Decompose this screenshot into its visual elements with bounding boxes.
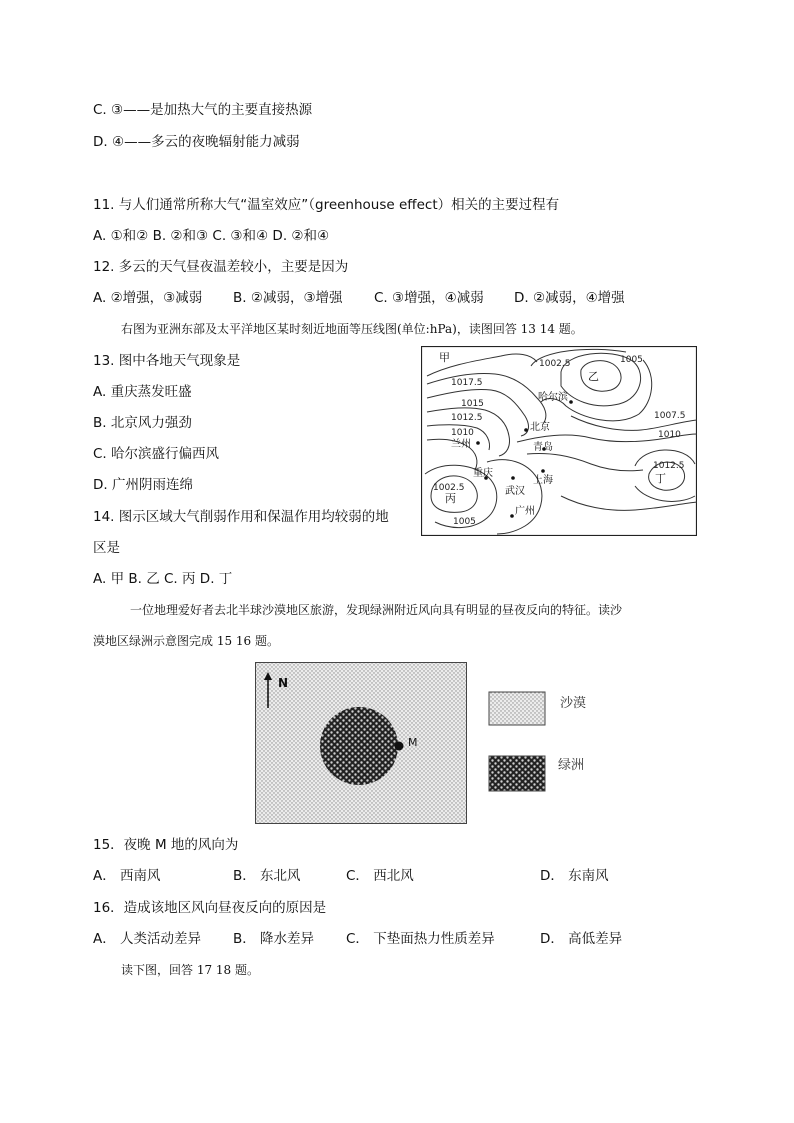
q13-option-b: B. 北京风力强劲 bbox=[93, 415, 192, 431]
q14-stem-line2: 区是 bbox=[93, 540, 120, 556]
q13-option-c: C. 哈尔滨盛行偏西风 bbox=[93, 446, 220, 462]
svg-text:1012.5: 1012.5 bbox=[653, 461, 685, 471]
intro-15-16-line2: 漠地区绿洲示意图完成 15 16 题。 bbox=[93, 634, 279, 648]
legend-desert-label: 沙漠 bbox=[560, 696, 587, 711]
q10-option-c: C. ③——是加热大气的主要直接热源 bbox=[93, 102, 313, 118]
point-m-marker bbox=[395, 742, 404, 751]
svg-text:1007.5: 1007.5 bbox=[654, 411, 686, 421]
q16-stem: 16．造成该地区风向昼夜反向的原因是 bbox=[93, 900, 327, 916]
svg-text:1002.5: 1002.5 bbox=[539, 359, 571, 369]
city-shanghai: 上海 bbox=[533, 475, 553, 486]
intro-17-18: 读下图，回答 17 18 题。 bbox=[121, 963, 259, 977]
svg-text:1005: 1005 bbox=[620, 355, 643, 365]
q12-option-c: C. ③增强，④减弱 bbox=[374, 290, 484, 306]
region-ding: 丁 bbox=[655, 472, 666, 485]
q15-option-c: C． 西北风 bbox=[346, 868, 414, 884]
city-guangzhou: 广州 bbox=[515, 506, 535, 517]
q14-stem-line1: 14. 图示区域大气削弱作用和保温作用均较弱的地 bbox=[93, 509, 389, 525]
city-qingdao: 青岛 bbox=[533, 442, 553, 453]
q12-option-d: D. ②减弱，④增强 bbox=[514, 290, 625, 306]
q12-option-a: A. ②增强，③减弱 bbox=[93, 290, 203, 306]
city-chongqing: 重庆 bbox=[473, 468, 493, 479]
q12-stem: 12. 多云的天气昼夜温差较小，主要是因为 bbox=[93, 259, 349, 275]
isobar-map bbox=[421, 346, 697, 536]
q10-option-d: D. ④——多云的夜晚辐射能力减弱 bbox=[93, 134, 300, 150]
q12-option-b: B. ②减弱，③增强 bbox=[233, 290, 343, 306]
q16-option-a: A． 人类活动差异 bbox=[93, 931, 202, 947]
point-m-label: M bbox=[408, 736, 418, 749]
svg-text:1005: 1005 bbox=[453, 517, 476, 527]
legend-oasis-label: 绿洲 bbox=[558, 758, 585, 773]
svg-text:1017.5: 1017.5 bbox=[451, 378, 483, 388]
svg-text:1002.5: 1002.5 bbox=[433, 483, 465, 493]
region-bing: 丙 bbox=[445, 492, 456, 505]
oasis-legend bbox=[488, 690, 608, 794]
q16-option-d: D． 高低差异 bbox=[540, 931, 623, 947]
svg-text:1015: 1015 bbox=[461, 399, 484, 409]
svg-text:1012.5: 1012.5 bbox=[451, 413, 483, 423]
q15-option-b: B． 东北风 bbox=[233, 868, 301, 884]
oasis-area bbox=[320, 707, 398, 785]
legend-oasis-swatch bbox=[489, 756, 545, 791]
region-yi: 乙 bbox=[588, 370, 599, 383]
city-harbin: 哈尔滨 bbox=[538, 392, 568, 403]
city-lanzhou: 兰州 bbox=[451, 439, 471, 450]
q11-stem: 11. 与人们通常所称大气“温室效应”（greenhouse effect）相关的主要过程有 bbox=[93, 197, 560, 213]
north-label: N bbox=[278, 676, 289, 690]
city-wuhan: 武汉 bbox=[505, 486, 525, 497]
svg-text:1010: 1010 bbox=[451, 428, 474, 438]
q15-option-a: A． 西南风 bbox=[93, 868, 161, 884]
svg-text:1010: 1010 bbox=[658, 430, 681, 440]
q16-option-c: C． 下垫面热力性质差异 bbox=[346, 931, 495, 947]
intro-13-14: 右图为亚洲东部及太平洋地区某时刻近地面等压线图(单位:hPa)，读图回答 13 14 题。 bbox=[121, 322, 583, 336]
city-beijing: 北京 bbox=[530, 422, 550, 433]
q13-stem: 13. 图中各地天气现象是 bbox=[93, 353, 241, 369]
region-jia: 甲 bbox=[439, 351, 450, 364]
legend-desert-swatch bbox=[489, 692, 545, 725]
intro-15-16-line1: 一位地理爱好者去北半球沙漠地区旅游，发现绿洲附近风向具有明显的昼夜反向的特征。读沙 bbox=[130, 603, 623, 617]
q16-option-b: B． 降水差异 bbox=[233, 931, 315, 947]
oasis-map bbox=[255, 662, 467, 824]
q13-option-d: D. 广州阴雨连绵 bbox=[93, 477, 193, 493]
q15-stem: 15．夜晚 M 地的风向为 bbox=[93, 837, 239, 853]
q13-option-a: A. 重庆蒸发旺盛 bbox=[93, 384, 192, 400]
q15-option-d: D． 东南风 bbox=[540, 868, 609, 884]
q11-options: A. ①和② B. ②和③ C. ③和④ D. ②和④ bbox=[93, 228, 330, 244]
q14-options: A. 甲 B. 乙 C. 丙 D. 丁 bbox=[93, 571, 233, 587]
